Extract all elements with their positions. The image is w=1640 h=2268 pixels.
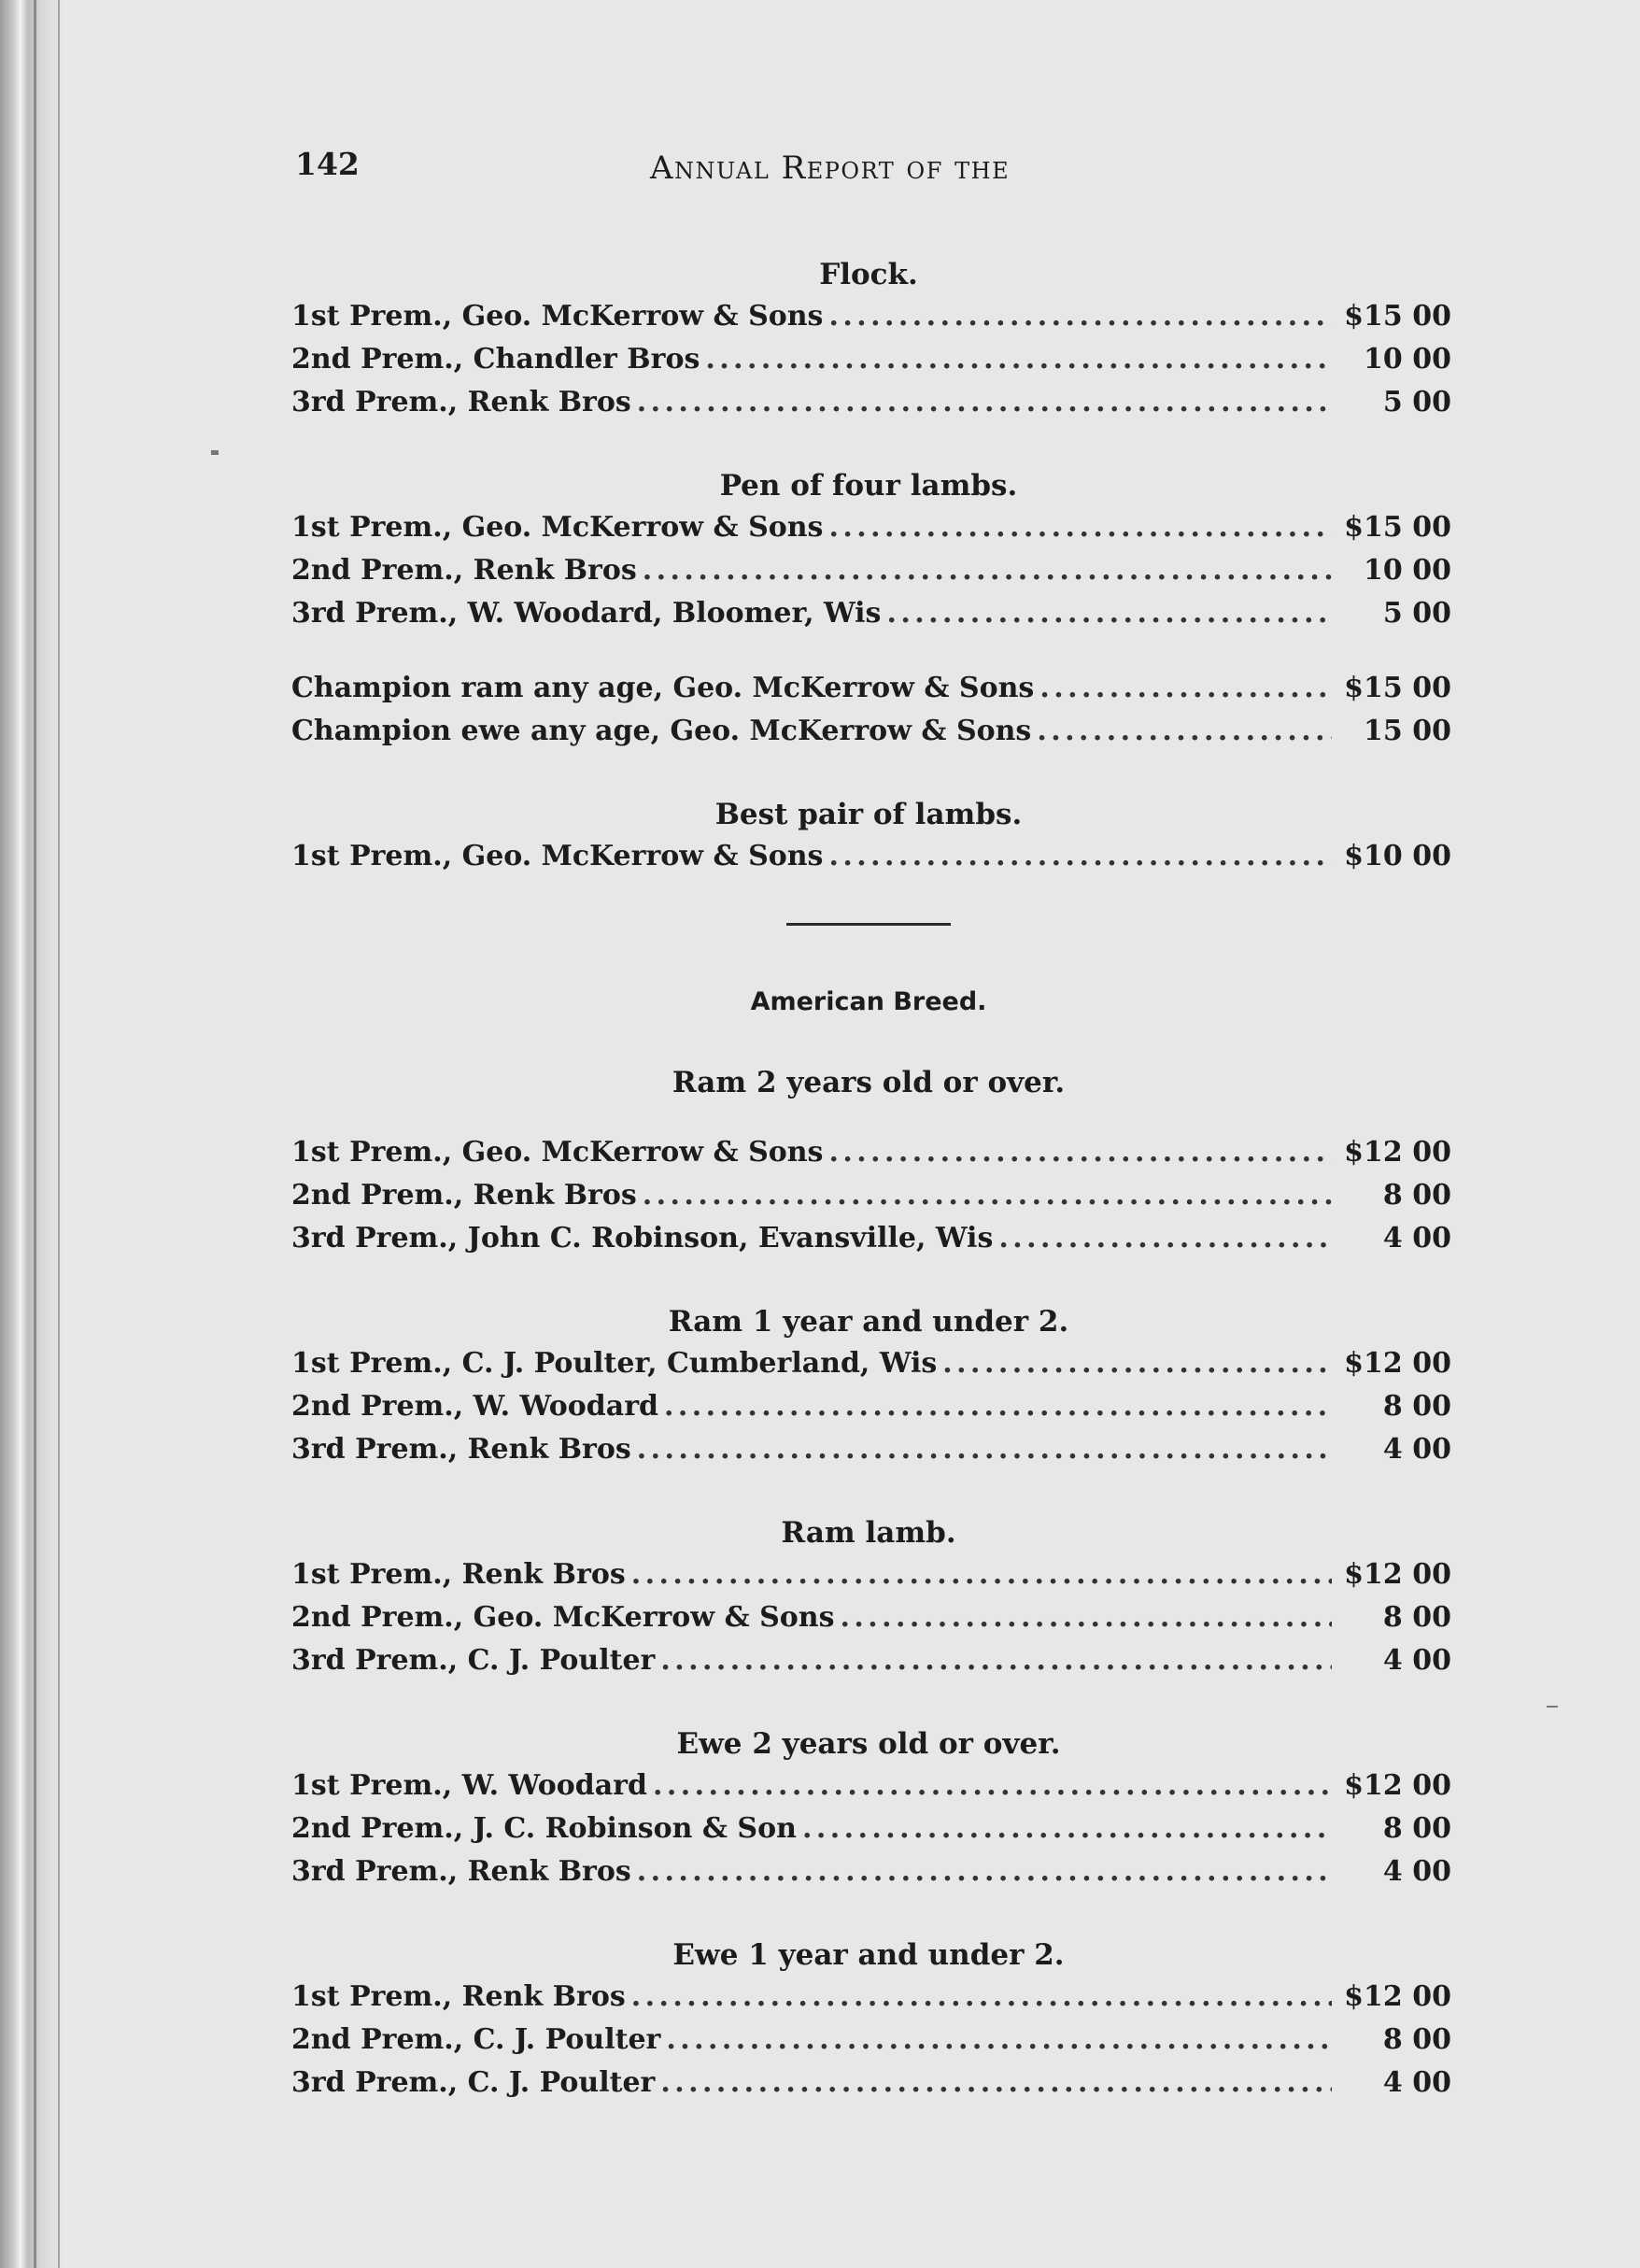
premium-amount: 8 00 <box>1382 1812 1451 1845</box>
premium-label: 2nd Prem., Renk Bros <box>291 1179 637 1212</box>
dot-leader <box>1039 667 1332 710</box>
premium-label: 3rd Prem., C. J. Poulter <box>291 1644 656 1677</box>
spine-line <box>34 0 36 2268</box>
premium-amount: $15 00 <box>1344 300 1451 333</box>
section-title: Ram lamb. <box>781 1516 956 1550</box>
premium-row <box>280 295 1457 338</box>
running-head: Annual Report of the <box>650 149 1011 187</box>
dot-leader <box>631 1976 1332 2019</box>
premium-label: 1st Prem., W. Woodard <box>291 1769 647 1802</box>
premium-label: Champion ram any age, Geo. McKerrow & Sons <box>291 672 1035 704</box>
premium-label: 2nd Prem., J. C. Robinson & Son <box>291 1812 797 1845</box>
premium-amount: 8 00 <box>1382 2023 1451 2056</box>
premium-row <box>280 1850 1457 1893</box>
section-title: Ewe 2 years old or over. <box>676 1727 1061 1761</box>
dot-leader <box>828 1131 1332 1174</box>
premium-amount: $10 00 <box>1344 840 1451 872</box>
print-speck <box>1547 1706 1558 1708</box>
breed-heading: American Breed. <box>750 987 987 1016</box>
section-ram-lamb <box>280 1512 1457 1682</box>
premium-row <box>280 1131 1457 1174</box>
dot-leader <box>653 1765 1332 1807</box>
premium-amount: 15 00 <box>1364 715 1451 747</box>
dot-leader <box>660 2062 1332 2105</box>
premium-row <box>280 506 1457 549</box>
premium-amount: $15 00 <box>1344 511 1451 544</box>
premium-row <box>280 549 1457 592</box>
dot-leader <box>802 1807 1332 1850</box>
dot-leader <box>998 1217 1332 1260</box>
premium-label: 3rd Prem., Renk Bros <box>291 1855 631 1888</box>
section-title: Ram 1 year and under 2. <box>668 1305 1069 1339</box>
section-title: Ewe 1 year and under 2. <box>672 1938 1065 1972</box>
premium-label: 1st Prem., Geo. McKerrow & Sons <box>291 300 824 333</box>
premium-amount: 4 00 <box>1382 1433 1451 1466</box>
premium-row <box>280 1639 1457 1682</box>
premium-label: 1st Prem., Renk Bros <box>291 1980 626 2013</box>
premium-row <box>280 1385 1457 1428</box>
section-title: Best pair of lambs. <box>714 798 1023 831</box>
premium-row <box>280 1807 1457 1850</box>
premium-row <box>280 835 1457 878</box>
spine-line <box>58 0 60 2268</box>
premium-label: 1st Prem., Geo. McKerrow & Sons <box>291 840 824 872</box>
dot-leader <box>637 381 1332 424</box>
premium-label: 3rd Prem., C. J. Poulter <box>291 2066 656 2099</box>
dot-leader <box>631 1553 1332 1596</box>
section-best-pair-of-lambs <box>280 794 1457 878</box>
dot-leader <box>942 1342 1332 1385</box>
section-ram-1-year <box>280 1301 1457 1471</box>
premium-row <box>280 1342 1457 1385</box>
premium-amount: 4 00 <box>1382 1222 1451 1254</box>
premium-row <box>280 1217 1457 1260</box>
premium-amount: 5 00 <box>1382 597 1451 630</box>
premium-amount: 5 00 <box>1382 386 1451 418</box>
premium-label: 3rd Prem., Renk Bros <box>291 386 631 418</box>
book-spine-edge <box>0 0 75 2268</box>
premium-row <box>280 2062 1457 2105</box>
premium-label: 3rd Prem., W. Woodard, Bloomer, Wis <box>291 597 882 630</box>
section-pen-of-four-lambs <box>280 465 1457 635</box>
section-divider-rule <box>786 923 951 926</box>
document-page <box>280 140 1457 2105</box>
premium-row <box>280 1765 1457 1807</box>
section-flock <box>280 254 1457 424</box>
section-ewe-2-years <box>280 1723 1457 1893</box>
premium-row <box>280 1174 1457 1217</box>
dot-leader <box>828 506 1332 549</box>
premium-row <box>280 1428 1457 1471</box>
premium-row <box>280 710 1457 753</box>
premium-amount: 10 00 <box>1364 554 1451 587</box>
premium-label: 1st Prem., Geo. McKerrow & Sons <box>291 511 824 544</box>
dot-leader <box>705 338 1332 381</box>
premium-row <box>280 338 1457 381</box>
page-header <box>280 140 1457 196</box>
dot-leader <box>828 295 1332 338</box>
premium-label: 1st Prem., Geo. McKerrow & Sons <box>291 1136 824 1169</box>
section-title: Pen of four lambs. <box>719 469 1018 503</box>
premium-label: 1st Prem., Renk Bros <box>291 1558 626 1591</box>
dot-leader <box>660 1639 1332 1682</box>
dot-leader <box>666 2019 1332 2062</box>
premium-row <box>280 1976 1457 2019</box>
premium-amount: $12 00 <box>1344 1136 1451 1169</box>
dot-leader <box>643 549 1332 592</box>
premium-amount: $12 00 <box>1344 1558 1451 1591</box>
print-speck <box>211 450 219 455</box>
premium-label: 2nd Prem., C. J. Poulter <box>291 2023 661 2056</box>
premium-label: 3rd Prem., Renk Bros <box>291 1433 631 1466</box>
dot-leader <box>637 1850 1332 1893</box>
premium-label: 2nd Prem., Renk Bros <box>291 554 637 587</box>
premium-row <box>280 592 1457 635</box>
premium-amount: 8 00 <box>1382 1179 1451 1212</box>
premium-amount: 10 00 <box>1364 343 1451 376</box>
premium-row <box>280 2019 1457 2062</box>
premium-label: 1st Prem., C. J. Poulter, Cumberland, Wis <box>291 1347 938 1380</box>
section-ram-2-years <box>280 1062 1457 1260</box>
premium-row <box>280 1596 1457 1639</box>
section-title: Flock. <box>819 258 918 291</box>
section-title: Ram 2 years old or over. <box>672 1066 1066 1099</box>
premium-label: 2nd Prem., Geo. McKerrow & Sons <box>291 1601 835 1634</box>
dot-leader <box>664 1385 1332 1428</box>
premium-row <box>280 381 1457 424</box>
premium-amount: 4 00 <box>1382 1644 1451 1677</box>
premium-row <box>280 1553 1457 1596</box>
premium-row <box>280 667 1457 710</box>
dot-leader <box>637 1428 1332 1471</box>
premium-amount: 4 00 <box>1382 1855 1451 1888</box>
premium-amount: $12 00 <box>1344 1769 1451 1802</box>
premium-label: 3rd Prem., John C. Robinson, Evansville, Wis <box>291 1222 994 1254</box>
page-number: 142 <box>295 146 360 182</box>
premium-amount: $15 00 <box>1344 672 1451 704</box>
dot-leader <box>828 835 1332 878</box>
premium-label: 2nd Prem., W. Woodard <box>291 1390 659 1423</box>
dot-leader <box>643 1174 1332 1217</box>
section-ewe-1-year <box>280 1935 1457 2105</box>
section-champions <box>280 667 1457 753</box>
premium-amount: 8 00 <box>1382 1390 1451 1423</box>
premium-amount: 8 00 <box>1382 1601 1451 1634</box>
premium-label: Champion ewe any age, Geo. McKerrow & Sons <box>291 715 1032 747</box>
premium-label: 2nd Prem., Chandler Bros <box>291 343 700 376</box>
dot-leader <box>886 592 1332 635</box>
premium-amount: 4 00 <box>1382 2066 1451 2099</box>
premium-amount: $12 00 <box>1344 1980 1451 2013</box>
dot-leader <box>1037 710 1332 753</box>
dot-leader <box>840 1596 1332 1639</box>
premium-amount: $12 00 <box>1344 1347 1451 1380</box>
